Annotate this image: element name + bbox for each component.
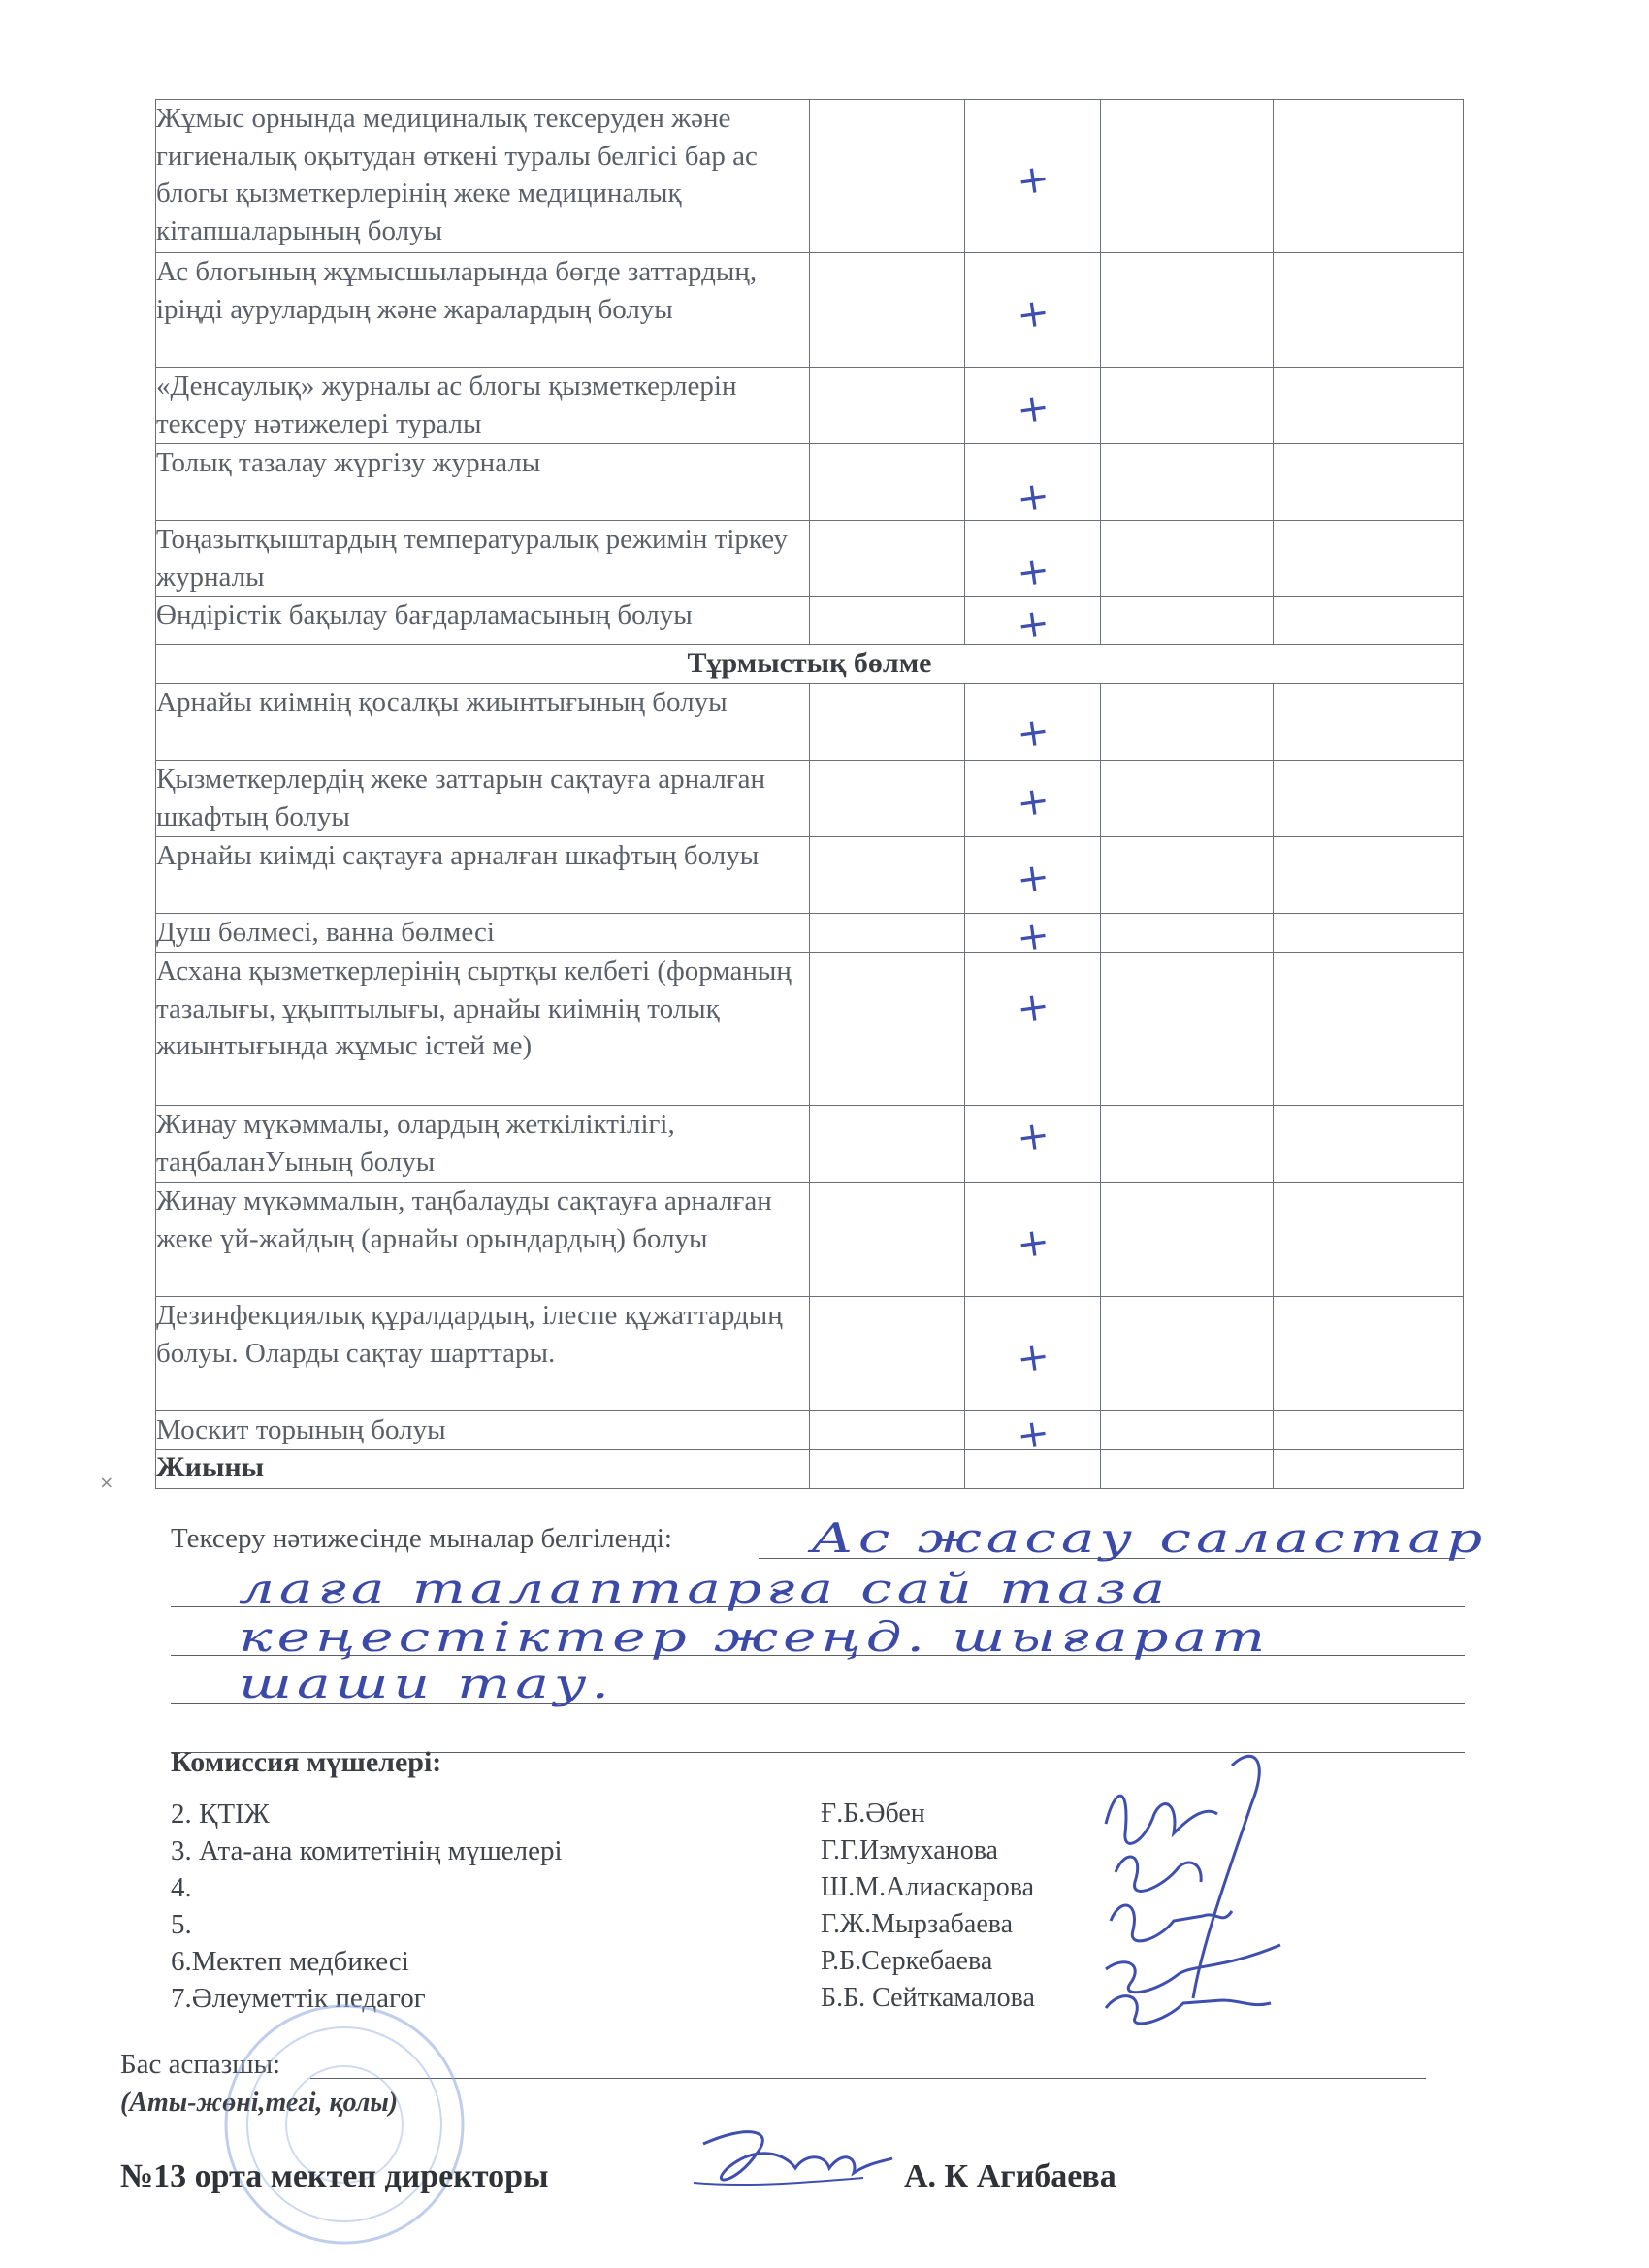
empty-cell [1274,914,1464,953]
empty-cell [1101,597,1274,645]
empty-cell [1101,368,1274,444]
empty-cell [810,1106,965,1183]
round-stamp-icon [218,1998,470,2251]
table-row [156,100,1464,253]
plus-mark-icon: + [1013,1218,1052,1268]
empty-cell [810,521,965,597]
empty-cell [810,1183,965,1297]
empty-cell [1101,761,1274,837]
empty-cell [1101,837,1274,914]
mark-cell [965,1106,1101,1183]
table-row [156,684,1464,761]
empty-cell [1101,1106,1274,1183]
section-row [156,645,1464,684]
empty-cell [1274,761,1464,837]
empty-cell [810,597,965,645]
criterion-text: Жинау мүкәммалын, таңбалауды сақтауға арналған жеке үй-жайдың (арнайы орындардың) болуы [156,1183,810,1297]
member-role: 7.Әлеуметтік педагог [171,1983,426,2014]
criterion-text: Асхана қызметкерлерінің сыртқы келбеті (форманың тазалығы, ұқыптылығы, арнайы киімнің толық жиынтығында жұмыс істей ме) [156,953,810,1106]
member-name: Ш.М.Алиаскарова [821,1872,1035,1902]
empty-cell [810,837,965,914]
table-row [156,1183,1464,1297]
total-row [156,1450,1464,1489]
inspection-checklist-table [155,99,1464,1489]
mark-cell [965,761,1101,837]
head-cook-label: Бас аспазшы: [120,2049,281,2080]
criterion-text: Арнайы киімді сақтауға арналған шкафтың болуы [156,837,810,914]
plus-mark-icon: + [1013,708,1052,758]
mark-cell [965,253,1101,368]
empty-cell [1101,1450,1274,1489]
empty-cell [810,253,965,368]
empty-cell [1274,100,1464,253]
plus-mark-icon: + [1013,289,1052,339]
criterion-text: Жұмыс орнында медициналық тексеруден және гигиеналық оқытудан өткені туралы белгісі бар ас блогы қызметкерлерінің жеке медициналық кітапшаларының болуы [156,100,810,253]
mark-cell [965,597,1101,649]
plus-mark-icon: + [1013,547,1052,598]
signature-icon [1106,1945,1280,1993]
mark-cell [965,1297,1101,1411]
member-role: 4. [171,1872,192,1903]
member-name: Ғ.Б.Әбен [821,1798,925,1829]
criterion-text: «Денсаулық» журналы ас блогы қызметкерлерін тексеру нәтижелері туралы [156,368,810,444]
table-row [156,837,1464,914]
commission-signatures [1086,1746,1339,2037]
empty-cell [810,761,965,837]
empty-cell [1274,837,1464,914]
empty-cell [1274,684,1464,761]
member-name: Б.Б. Сейткамалова [821,1983,1035,2013]
member-name: Г.Г.Измуханова [821,1835,998,1865]
director-name: А. К Агибаева [904,2158,1116,2194]
table-row [156,953,1464,1106]
mark-cell [965,521,1101,597]
signature-icon [1111,1905,1232,1941]
plus-mark-icon: + [1013,599,1052,649]
margin-tick-mark: ˟ [101,1473,113,1505]
empty-cell [810,368,965,444]
criterion-text: Ас блогының жұмысшыларында бөгде заттардың, іріңді аурулардың және жаралардың болуы [156,253,810,368]
signature-icon [1106,1996,1271,2024]
plus-mark-icon: + [1013,854,1052,903]
mark-cell [965,912,1101,961]
empty-cell [810,1450,965,1489]
criterion-text: Жинау мүкәммалы, олардың жеткіліктілігі, таңбаланУының болуы [156,1106,810,1183]
empty-cell [1274,521,1464,597]
empty-cell [1101,953,1274,1106]
section-title: Тұрмыстық бөлме [156,645,1464,684]
handwritten-finding-line: Ас жасау саластар [811,1514,1488,1562]
empty-cell [810,953,965,1106]
head-cook-line [310,2078,1426,2079]
mark-cell [965,368,1101,444]
plus-mark-icon: + [1013,983,1052,1033]
mark-cell [965,1409,1101,1459]
commission-title: Комиссия мүшелері: [171,1746,442,1778]
empty-cell [1274,1411,1464,1450]
plus-mark-icon: + [1013,912,1052,961]
empty-cell [1274,253,1464,368]
empty-cell [1101,253,1274,368]
total-label: Жиыны [156,1450,810,1489]
table-row [156,1106,1464,1183]
plus-mark-icon: + [1013,384,1052,434]
empty-cell [810,684,965,761]
empty-cell [810,100,965,253]
empty-cell [1101,684,1274,761]
director-signature-icon [689,2115,902,2202]
empty-cell [1101,521,1274,597]
member-role: 5. [171,1909,192,1940]
mark-cell [965,837,1101,914]
signature-icon [1116,1857,1201,1891]
empty-cell [1274,597,1464,645]
mark-cell [965,953,1101,1106]
table-row [156,368,1464,444]
mark-cell [965,1183,1101,1297]
empty-cell [1101,100,1274,253]
mark-cell [965,444,1101,521]
criterion-text: Душ бөлмесі, ванна бөлмесі [156,914,810,953]
member-name: Р.Б.Серкебаева [821,1946,993,1976]
criterion-text: Тоңазытқыштардың температуралық режимін тіркеу журналы [156,521,810,597]
empty-cell [1101,1297,1274,1411]
empty-cell [1274,1106,1464,1183]
empty-cell [1274,368,1464,444]
criterion-text: Москит торының болуы [156,1411,810,1450]
criterion-text: Арнайы киімнің қосалқы жиынтығының болуы [156,684,810,761]
empty-cell [1274,1297,1464,1411]
member-role: 6.Мектеп медбикесі [171,1946,409,1977]
member-name: Г.Ж.Мырзабаева [821,1909,1014,1939]
empty-cell [810,1411,965,1450]
criterion-text: Өндірістік бақылау бағдарламасының болуы [156,597,810,645]
empty-cell [810,914,965,953]
empty-cell [1274,1183,1464,1297]
criterion-text: Дезинфекциялық құралдардың, ілеспе құжаттардың болуы. Оларды сақтау шарттары. [156,1297,810,1411]
empty-cell [1101,914,1274,953]
table-row [156,444,1464,521]
criterion-text: Қызметкерлердің жеке заттарын сақтауға арналған шкафтың болуы [156,761,810,837]
handwritten-finding-line: кеңестіктер жеңд. шығарат [239,1613,1271,1661]
empty-cell [810,1297,965,1411]
plus-mark-icon: + [1013,777,1052,826]
empty-cell [1101,1183,1274,1297]
handwritten-finding-line: шаши тау. [239,1660,614,1707]
empty-cell [1274,953,1464,1106]
member-role: 2. ҚТІЖ [171,1798,270,1830]
empty-cell [1274,1450,1464,1489]
table-row [156,761,1464,837]
plus-mark-icon: + [1013,1333,1052,1382]
table-row [156,253,1464,368]
member-role: 3. Ата-ана комитетінің мүшелері [171,1835,563,1866]
empty-cell [810,444,965,521]
plus-mark-icon: + [1013,473,1052,523]
empty-cell [1274,444,1464,521]
table-row [156,521,1464,597]
head-cook-caption: (Аты-жөні,тегі, қолы) [120,2088,399,2118]
mark-cell [965,100,1101,253]
plus-mark-icon: + [1013,1409,1052,1459]
table-row [156,914,1464,953]
findings-label: Тексеру нәтижесінде мыналар белгіленді: [171,1523,672,1554]
handwritten-finding-line: лаға талаптарға сай таза [239,1565,1170,1612]
mark-cell [965,684,1101,761]
table-row [156,1411,1464,1450]
plus-mark-icon: + [1013,1112,1052,1161]
table-row [156,597,1464,645]
criterion-text: Толық тазалау жүргізу журналы [156,444,810,521]
table-row [156,1297,1464,1411]
signature-icon [1106,1796,1217,1843]
empty-cell [1101,1411,1274,1450]
director-title: №13 орта мектеп директоры [120,2158,549,2194]
empty-cell [1101,444,1274,521]
plus-mark-icon: + [1013,155,1052,205]
